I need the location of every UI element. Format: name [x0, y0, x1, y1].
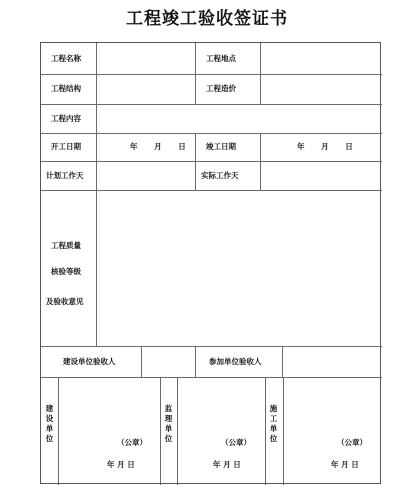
- builder-unit-label: 建设单位: [45, 404, 54, 443]
- contractor-unit-label: 施工单位: [269, 404, 278, 443]
- row-divider: [41, 190, 382, 191]
- participant-acceptor-label: 参加单位验收人: [209, 357, 262, 366]
- year-unit: 年: [297, 142, 305, 151]
- col-divider: [260, 43, 261, 104]
- day-unit: 日: [178, 142, 186, 151]
- builder-acceptor-label: 建设单位验收人: [63, 357, 116, 366]
- col-divider: [141, 346, 142, 377]
- project-content-label: 工程内容: [51, 114, 81, 123]
- col-divider: [160, 377, 161, 485]
- quality-label-line1: 工程质量: [51, 241, 81, 250]
- row-divider: [41, 346, 382, 347]
- col-divider: [260, 133, 261, 190]
- row-divider: [41, 104, 382, 105]
- day-unit: 日: [345, 142, 353, 151]
- completion-date-label: 竣工日期: [206, 142, 236, 151]
- builder-sign-date: 年 月 日: [107, 460, 135, 469]
- col-divider: [282, 346, 283, 377]
- project-location-label: 工程地点: [206, 54, 236, 63]
- month-unit: 月: [154, 142, 162, 151]
- completion-date-value: [297, 143, 353, 151]
- col-divider: [283, 377, 284, 485]
- contractor-seal: （公章）: [337, 438, 367, 447]
- builder-seal: （公章）: [117, 438, 147, 447]
- col-divider: [177, 377, 178, 485]
- supervisor-seal: （公章）: [221, 438, 251, 447]
- row-divider: [41, 161, 382, 162]
- col-divider: [195, 43, 196, 104]
- project-name-label: 工程名称: [51, 54, 81, 63]
- quality-label-line2: 核验等级: [51, 267, 81, 276]
- row-divider: [41, 74, 382, 75]
- planned-days-label: 计划工作天: [46, 171, 84, 180]
- actual-days-label: 实际工作天: [201, 171, 239, 180]
- quality-label-line3: 及验收意见: [46, 297, 84, 306]
- year-unit: 年: [130, 142, 138, 151]
- month-unit: 月: [321, 142, 329, 151]
- start-date-label: 开工日期: [51, 142, 81, 151]
- document-title: 工程竣工验收签证书: [126, 9, 288, 29]
- row-divider: [41, 377, 382, 378]
- start-date-value: [130, 143, 186, 151]
- project-structure-label: 工程结构: [51, 84, 81, 93]
- col-divider: [265, 377, 266, 485]
- project-cost-label: 工程造价: [206, 84, 236, 93]
- col-divider: [96, 43, 97, 346]
- contractor-sign-date: 年 月 日: [331, 460, 359, 469]
- col-divider: [195, 133, 196, 190]
- row-divider: [41, 133, 382, 134]
- acceptance-form: [40, 42, 381, 484]
- supervisor-sign-date: 年 月 日: [213, 460, 241, 469]
- col-divider: [58, 377, 59, 485]
- col-divider: [195, 346, 196, 377]
- supervisor-unit-label: 监理单位: [164, 404, 173, 443]
